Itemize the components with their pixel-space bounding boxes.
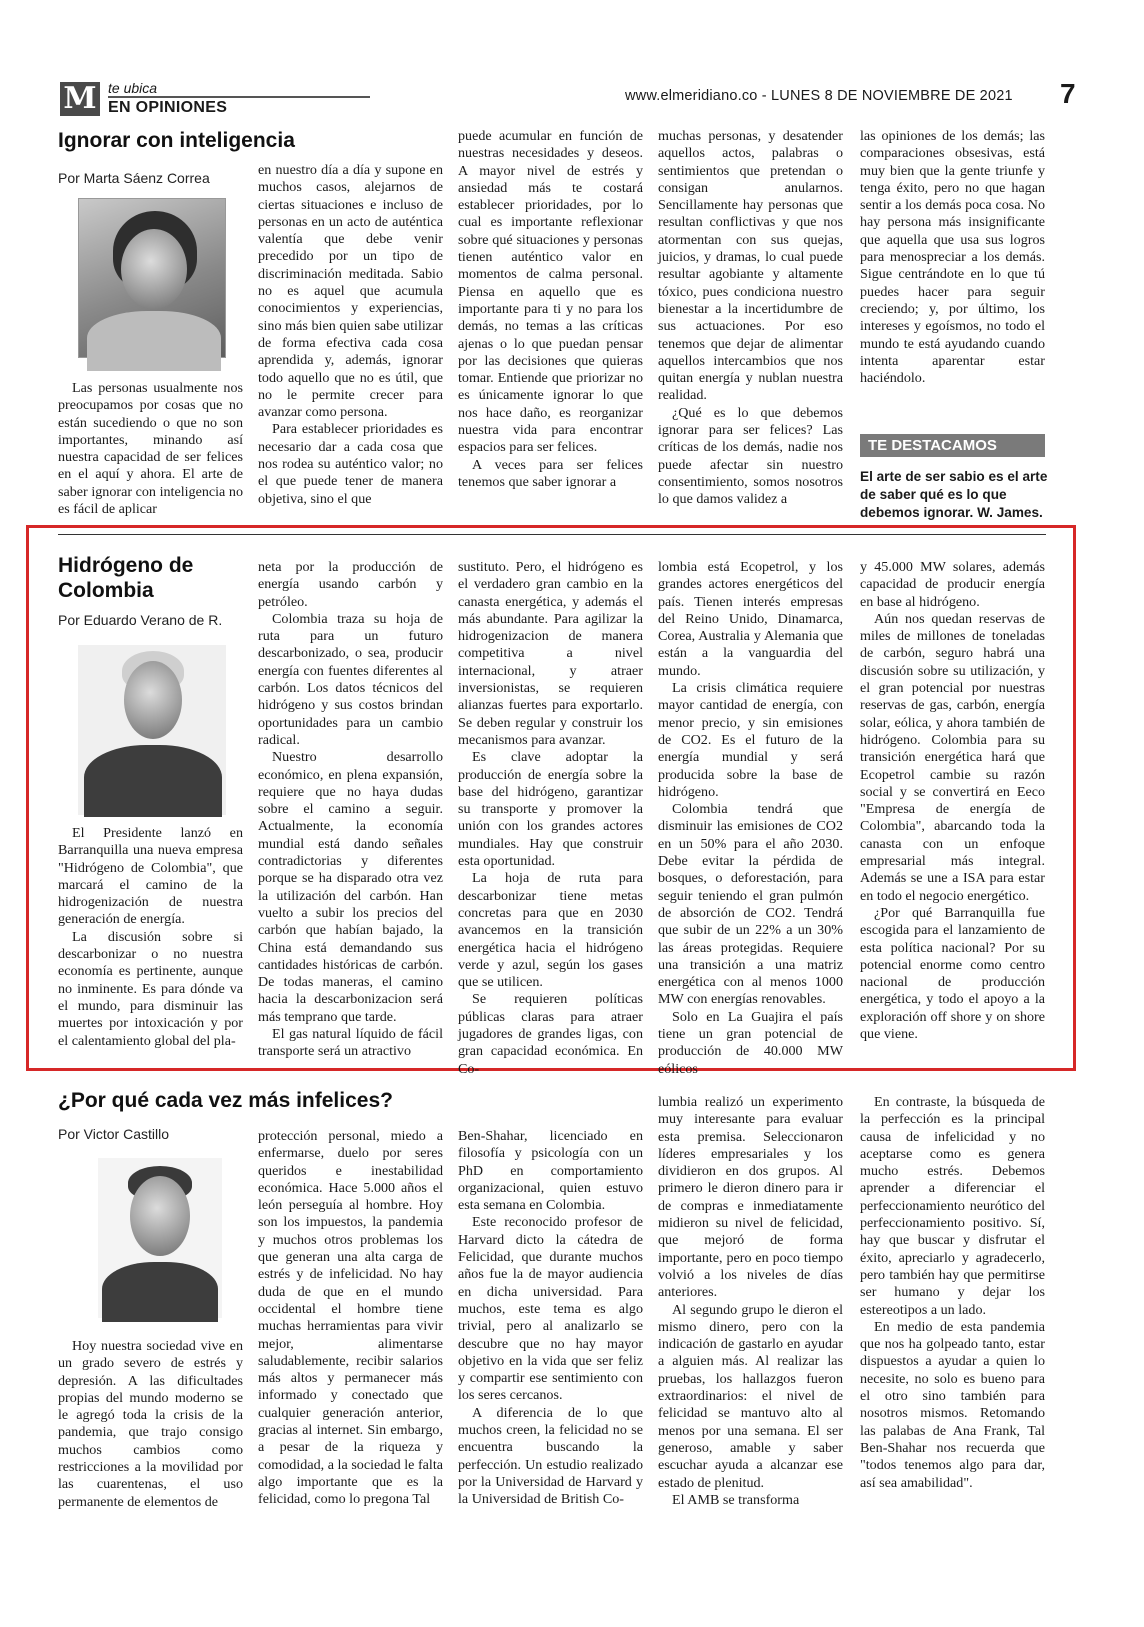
paragraph: y 45.000 MW solares, además capacidad de producir energía en base al hidrógeno. xyxy=(860,559,1045,610)
paragraph: Colombia traza su hoja de ruta para un futuro descarbonizado, o sea, producir energía con fuentes diferentes al carbón. Los datos técnicos del hidrógeno y sus costos brindan oportunidades para un cambio radical. xyxy=(258,610,443,748)
paragraph: A veces para ser felices tenemos que saber ignorar a xyxy=(458,456,643,490)
author-photo xyxy=(78,645,226,815)
article-column xyxy=(258,1128,443,1548)
article-column xyxy=(58,380,243,522)
article-column xyxy=(658,128,843,522)
article-column xyxy=(458,559,643,1077)
masthead xyxy=(60,80,1090,120)
paragraph: lombia está Ecopetrol, y los grandes actores energéticos del país. Tienen interés empresas del Reino Unido, Dinamarca, Corea, Australia y Alemania que están a la vanguardia del mundo. xyxy=(658,559,843,679)
article-column xyxy=(58,825,243,1057)
paragraph: Se requieren políticas públicas claras para atraer jugadores de grandes ligas, con gran capacidad económica. En Co- xyxy=(458,991,643,1077)
article-column xyxy=(258,162,443,522)
paragraph: El gas natural líquido de fácil transporte será un atractivo xyxy=(258,1026,443,1060)
section-label: te ubica xyxy=(108,80,158,96)
paragraph: El AMB se transforma xyxy=(672,1491,800,1508)
paragraph: Nuestro desarrollo económico, en plena expansión, requiere que no haya dudas sobre el camino a seguir. Actualmente, la economía mundial está dando señales contradictorias y diferentes porque se ha disparado otra vez la utilización del carbón. Han vuelto a subir los precios del carbón que habían bajado, la China está demandando sus cantidades históricas de carbón. De todas maneras, el camino hacia la descarbonizacion será más temprano que tarde. xyxy=(258,749,443,1025)
article-hidrogeno xyxy=(58,553,1088,1077)
paragraph: Al segundo grupo le dieron el mismo dinero, pero con la indicación de gastarlo en ayudar a alguien más. Al realizar las pruebas, los hallazgos fueron extraordinarios: el nivel de felicidad se mantuvo alto al menos por una semana. El ser generoso, amable y saber escuchar ayuda a alcanzar ese estado de plenitud. xyxy=(658,1301,843,1491)
article-byline: Por Marta Sáenz Correa xyxy=(58,170,210,186)
paragraph: muchas personas, y desatender aquellos actos, palabras o sentimientos que pretendan o consigan anularnos. Sencillamente hay personas que resultan conflictivas y que nos atormentan con sus quejas, juicios, y dramas, lo cual puede resultar agobiante y altamente tóxico, pues condiciona nuestro bienestar a la incertidumbre de sus actuaciones. Por eso tenemos que dejar de alimentar aquellos intercambios que nos quitan energía y nublan nuestra realidad. xyxy=(658,128,843,404)
paragraph: El Presidente lanzó en Barranquilla una nueva empresa "Hidrógeno de Colombia", que marcará el camino de la hidrogenización de nuestra generación de energía. xyxy=(58,825,243,928)
article-column xyxy=(860,559,1045,1057)
article-column xyxy=(58,1338,243,1548)
paragraph: en nuestro día a día y supone en muchos casos, alejarnos de ciertas situaciones e incluso de personas en un acto de auténtica valentía que debe venir precedido por un tipo de discriminación meditada. Sabio no es aquel que acumula conocimientos y experiencias, sino más bien quien sabe utilizar de forma efectiva cada cosa aprendida y, además, ignorar todo aquello que no es útil, que no le permite crecer para avanzar como persona. xyxy=(258,162,443,421)
paragraph: lumbia realizó un experimento muy interesante para evaluar esta premisa. Seleccionaron líderes empresariales y los dividieron en dos grupos. Al primero le dieron dinero para ir de compras e inmediatamente midieron su nivel de felicidad, que mejoró de forma importante, pero en poco tiempo volvió a los niveles de días anteriores. xyxy=(658,1094,843,1301)
author-photo xyxy=(78,198,226,358)
paragraph: las opiniones de los demás; las comparaciones obsesivas, está muy bien que la gente triunfe y tenga éxito, pero no que hagan sentir a los demás poca cosa. No hay persona más insignificante que aquella que usa sus logros para menospreciar a los demás. Sigue centrándote en lo que tú puedes hacer para seguir creciendo; y, por último, los intereses y egoísmos, no todo el mundo te está ayudando cuando intenta aparentar estar haciéndolo. xyxy=(860,128,1045,387)
paragraph: ¿Qué es lo que debemos ignorar para ser felices? Las críticas de los demás, nadie nos puede afectar sin nuestro consentimiento, somos nosotros lo que damos validez a xyxy=(658,404,843,508)
paragraph: Para establecer prioridades es necesario dar a cada cosa que nos rodea su auténtico valor; no el que puede tener de manera objetiva, sino el que xyxy=(258,421,443,507)
highlight-quote: El arte de ser sabio es el arte de saber qué es lo que debemos ignorar. W. James. xyxy=(860,469,1048,520)
article-column xyxy=(458,128,643,522)
paragraph: puede acumular en función de nuestras necesidades y deseos. A mayor nivel de estrés y ansiedad más te costará establecer prioridades, por lo cual es importante reflexionar sobre qué situaciones y personas tienen auténtico valor en momentos de calma personal. Piensa en aquello que es importante para ti y no para los demás, no temas a las críticas ajenas o lo que puedan pensar por las decisiones que quieras tomar. Entiende que priorizar no es únicamente ignorar lo que nos hace daño, es reorganizar nuestra vida para encontrar espacios para ser felices. xyxy=(458,128,643,456)
paragraph: Colombia tendrá que disminuir las emisiones de CO2 en un 50% para el año 2030. Debe evitar la pérdida de bosques, o deforestación, para seguir teniendo el gran pulmón de absorción de CO2. Tendrá que subir de un 22% a un 30% las áreas protegidas. Requiere una transición a una matriz energética con al menos 1000 MW con energías renovables. xyxy=(658,801,843,1008)
paragraph: Hoy nuestra sociedad vive en un grado severo de estrés y depresión. A las dificultades propias del mundo moderno se le agregó toda la crisis de la pandemia, que trajo consigo muchos cambios como restricciones a la movilidad por las cuarentenas, el uso permanente de elementos de xyxy=(58,1338,243,1510)
paragraph: En medio de esta pandemia que nos ha golpeado tanto, estar dispuestos a ayudar a quien lo necesite, no solo es bueno para el otro sino también para nosotros mismos. Retomando las palabas de Ana Frank, Tal Ben-Shahar nos recuerda que "todos tenemos algo para dar, así sea amabilidad". xyxy=(860,1318,1045,1491)
article-column xyxy=(658,1094,843,1548)
article-column xyxy=(258,559,443,1060)
highlight-box-title: TE DESTACAMOS xyxy=(860,434,1045,457)
article-column xyxy=(658,559,843,1077)
article-headline: ¿Por qué cada vez más infelices? xyxy=(58,1089,393,1112)
article-byline: Por Victor Castillo xyxy=(58,1126,170,1142)
author-photo xyxy=(98,1158,222,1318)
paragraph: Aún nos quedan reservas de miles de millones de toneladas de carbón, seguro habrá una discusión sobre su utilización, y el gran potencial por nuestras reservas de gas, carbón, energía solar, eólica, y ahora también de hidrógeno. Colombia para su transición energética hará que Ecopetrol cambie su razón social y se convertirá en Eeco "Empresa de energía de Colombia", abarcando toda la canasta con un enfoque empresarial más integral. Además se une a ISA para estar en todo el negocio energético. xyxy=(860,610,1045,904)
article-ignorar xyxy=(58,128,1088,523)
paragraph: La crisis climática requiere mayor cantidad de energía, con menor precio, y sin emisiones de CO2. Es el futuro de la energía mundial y será producida sobre la base de hidrógeno. xyxy=(658,680,843,800)
article-byline: Por Eduardo Verano de R. xyxy=(58,612,223,628)
paragraph: La hoja de ruta para descarbonizar tiene metas concretas para que en 2030 avancemos en la transición energética hacia el hidrógeno verde y azul, según los gases que se utilicen. xyxy=(458,870,643,991)
article-infelices xyxy=(58,1088,1088,1548)
article-headline: Hidrógeno de Colombia xyxy=(58,554,194,602)
paragraph: ¿Por qué Barranquilla fue escogida para el lanzamiento de esta política nacional? Por su potencial enorme como centro nacional de producción energética, y todo el apoyo a la exploración off shore y on shore que viene. xyxy=(860,904,1045,1043)
paragraph: Ben-Shahar, licenciado en filosofía y psicología con un PhD en comportamiento organizacional, quien estuvo esta semana en Colombia. xyxy=(458,1128,643,1214)
article-column xyxy=(860,128,1045,418)
paragraph: Solo en La Guajira el país tiene un gran potencial de producción de 40.000 MW eólicos xyxy=(658,1008,843,1077)
section-title: EN OPINIONES xyxy=(108,99,228,116)
paragraph: Es clave adoptar la producción de energía sobre la base del hidrógeno, garantizar su transporte y promover la unión con los grandes actores mundiales. Hay que construir esta oportunidad. xyxy=(458,749,643,870)
article-headline: Ignorar con inteligencia xyxy=(58,129,295,152)
paragraph: Las personas usualmente nos preocupamos por cosas que no están sucediendo o que no son importantes, minando así nuestra capacidad de ser felices en el aquí y ahora. El arte de saber ignorar con inteligencia no es fácil de aplicar xyxy=(58,380,243,518)
page-number: 7 xyxy=(1060,78,1076,109)
paragraph: En contraste, la búsqueda de la perfección es la principal causa de infelicidad y no aceptarse como es genera mucho estrés. Debemos aprender a diferenciar el perfeccionamiento neurótico del perfeccionamiento positivo. Sí, hay que buscar y disfrutar el éxito, apreciarlo y agradecerlo, pero también hay que permitirse ser humano y dejar los estereotipos a un lado. xyxy=(860,1094,1045,1318)
paragraph: sustituto. Pero, el hidrógeno es el verdadero gran cambio en la canasta energética, y además el más abundante. Para agilizar la hidrogenizacion de manera competitiva a nivel internacional, y atraer inversionistas, se requieren alianzas fuertes para exportarlo. Se deben regular y construir los mecanismos para avanzar. xyxy=(458,559,643,748)
article-column xyxy=(860,1094,1045,1548)
paragraph: protección personal, miedo a enfermarse, duelo por seres queridos e inestabilidad económica. Hace 5.000 años el león perseguía al hombre. Hoy son los impuestos, la pandemia y muchos otros problemas los que generan una alta carga de estrés y de infelicidad. No hay duda de que en el mundo occidental el hombre tiene muchas herramientas para vivir mejor, alimentarse saludablemente, recibir salarios más altos y permanecer más informado y conectado que cualquier generación anterior, gracias al internet. Sin embargo, a pesar de la riqueza y comodidad, a la sociedad le falta algo importante que es la felicidad, como lo pregona Tal xyxy=(258,1128,443,1508)
section-rule xyxy=(108,96,370,98)
paragraph: Este reconocido profesor de Harvard dicto la cátedra de Felicidad, que durante muchos años fue la de mayor audiencia en dicha universidad. Para muchos, este tema es algo trivial, pero al analizarlo se descubre que no hay mayor objetivo en la vida que ser feliz y compartir ese sentimiento con los seres cercanos. xyxy=(458,1214,643,1404)
paragraph: A diferencia de lo que muchos creen, la felicidad no se encuentra buscando la perfección. Un estudio realizado por la Universidad de Harvard y la Universidad de British Co- xyxy=(458,1404,643,1508)
article-column xyxy=(458,1128,643,1548)
dateline: www.elmeridiano.co - LUNES 8 DE NOVIEMBRE DE 2021 xyxy=(625,88,1013,104)
paragraph: neta por la producción de energía usando carbón y petróleo. xyxy=(258,559,443,610)
paragraph: La discusión sobre si descarbonizar o no nuestra economía es pertinente, aunque no inminente. Es para dónde va el mundo, para disminuir las muertes por intoxicación y por el calentamiento global del pla- xyxy=(58,928,243,1049)
newspaper-logo: M xyxy=(60,82,100,116)
